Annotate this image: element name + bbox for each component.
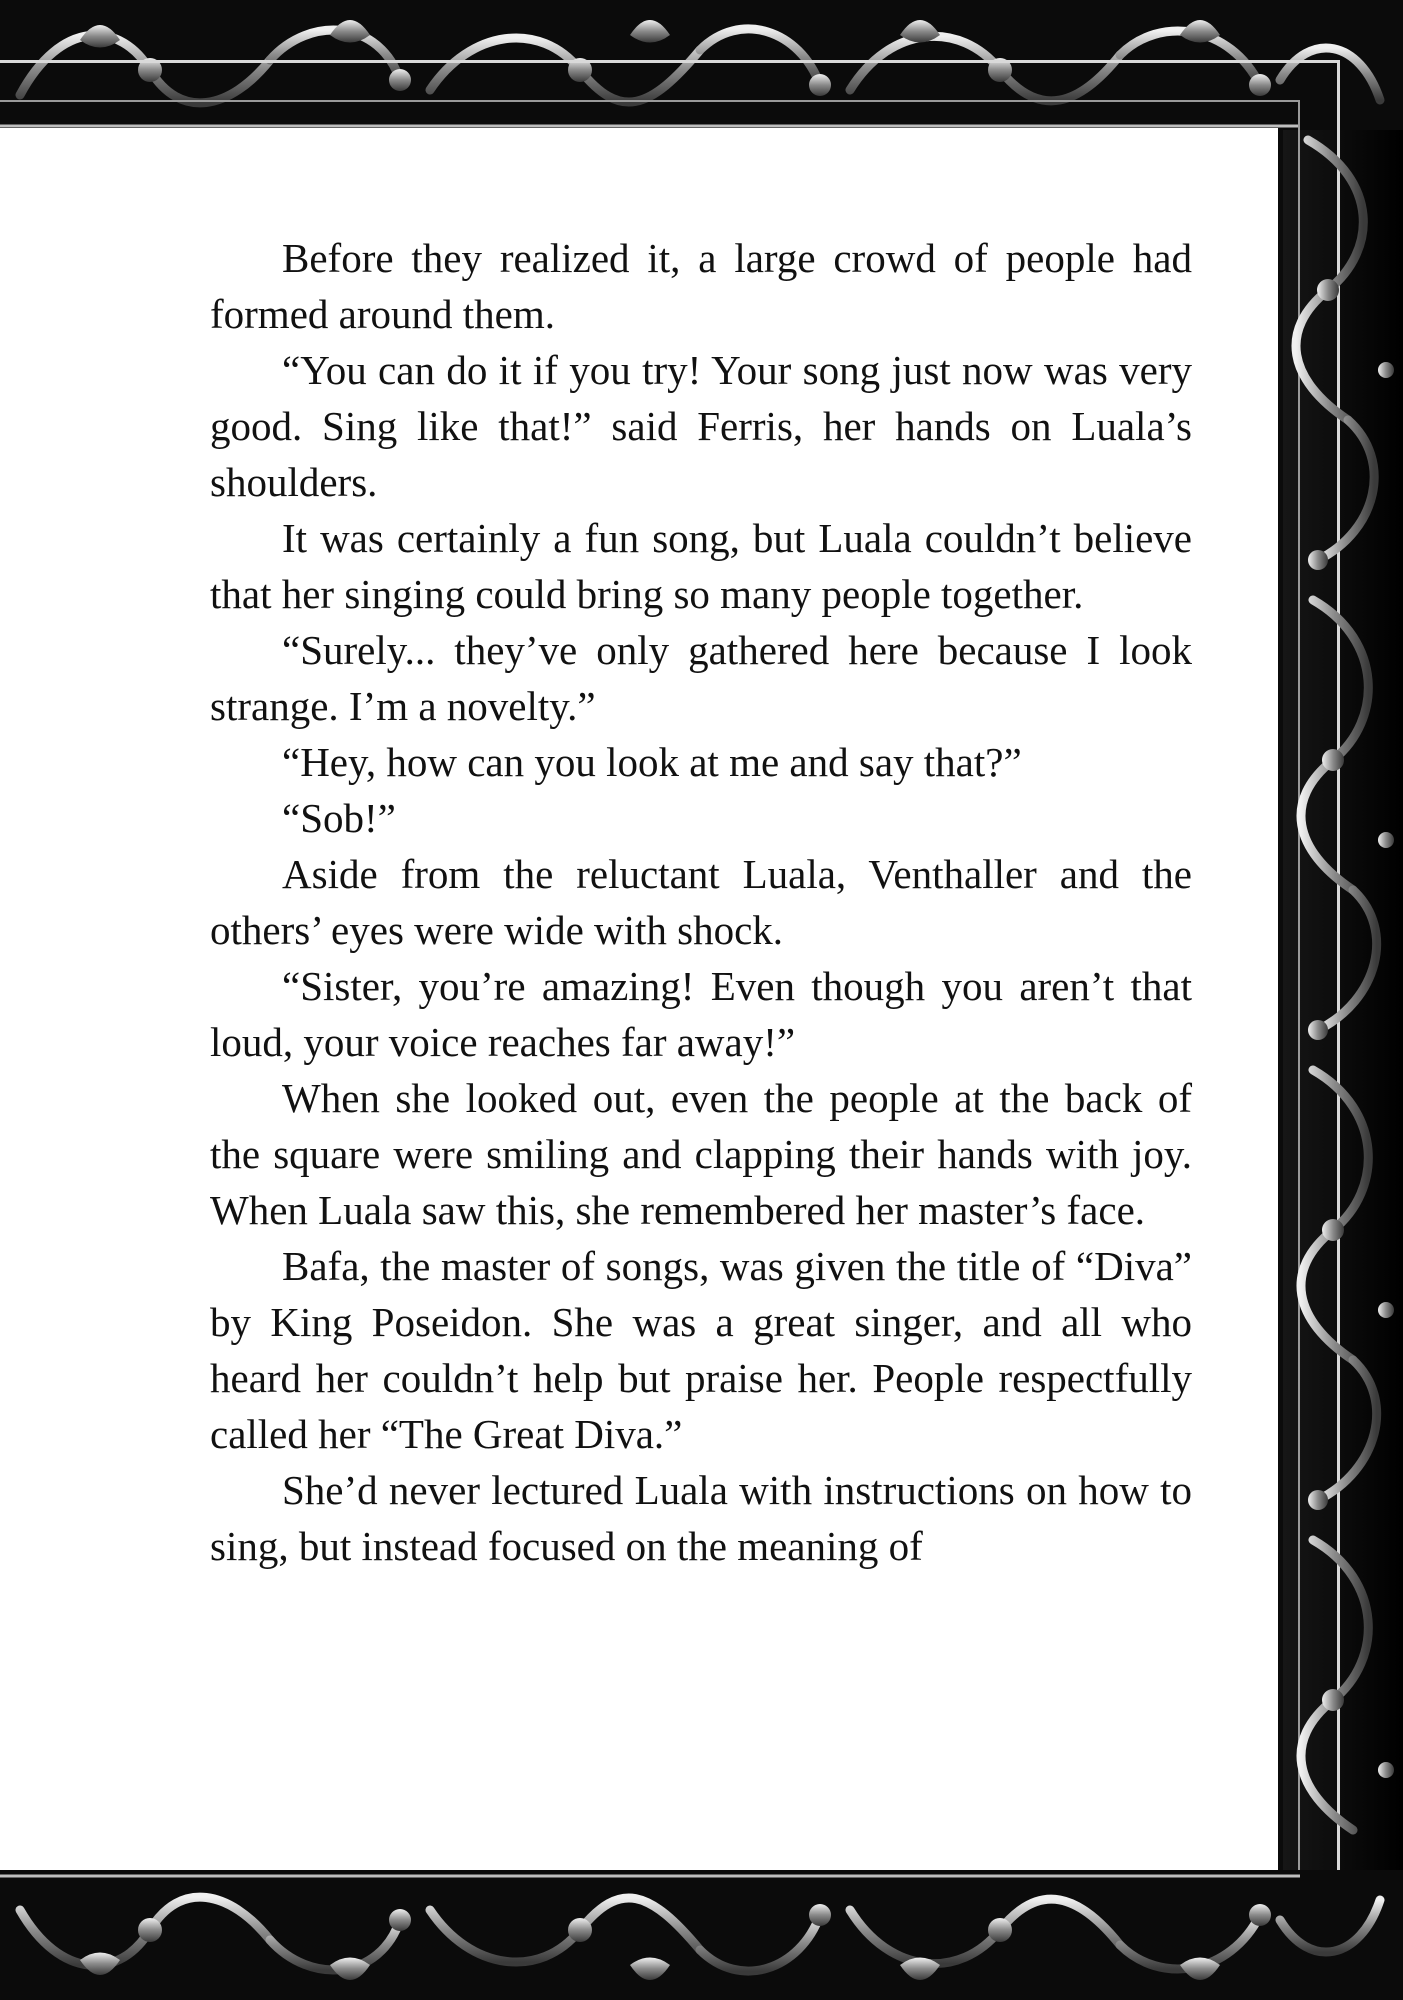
paragraph: Bafa, the master of songs, was given the title of “Diva” by King Poseidon. She was a great singer, and all who heard her couldn’t help but praise her. People respectfully called her “The Great Diva.” [210,1243,1192,1457]
paragraph: “Surely... they’ve only gathered here because I look strange. I’m a novelty.” [210,627,1192,729]
paragraph: Aside from the reluctant Luala, Venthaller and the others’ eyes were wide with shock. [210,851,1192,953]
body-text [210,230,1192,1574]
paragraph: “Hey, how can you look at me and say that?” [282,739,1022,785]
paragraph: “Sister, you’re amazing! Even though you aren’t that loud, your voice reaches far away!” [210,963,1192,1065]
paragraph: “You can do it if you try! Your song just now was very good. Sing like that!” said Ferris, her hands on Luala’s shoulders. [210,347,1192,505]
paragraph: When she looked out, even the people at the back of the square were smiling and clapping their hands with joy. When Luala saw this, she remembered her master’s face. [210,1075,1192,1233]
bottom-scroll-ornament-icon [0,1870,1403,2000]
paragraph: Before they realized it, a large crowd of people had formed around them. [210,235,1192,337]
paragraph: “Sob!” [282,795,396,841]
right-scroll-ornament-icon [1278,120,1403,1880]
paragraph: She’d never lectured Luala with instructions on how to sing, but instead focused on the meaning of [210,1467,1192,1569]
paragraph: It was certainly a fun song, but Luala couldn’t believe that her singing could bring so many people together. [210,515,1192,617]
